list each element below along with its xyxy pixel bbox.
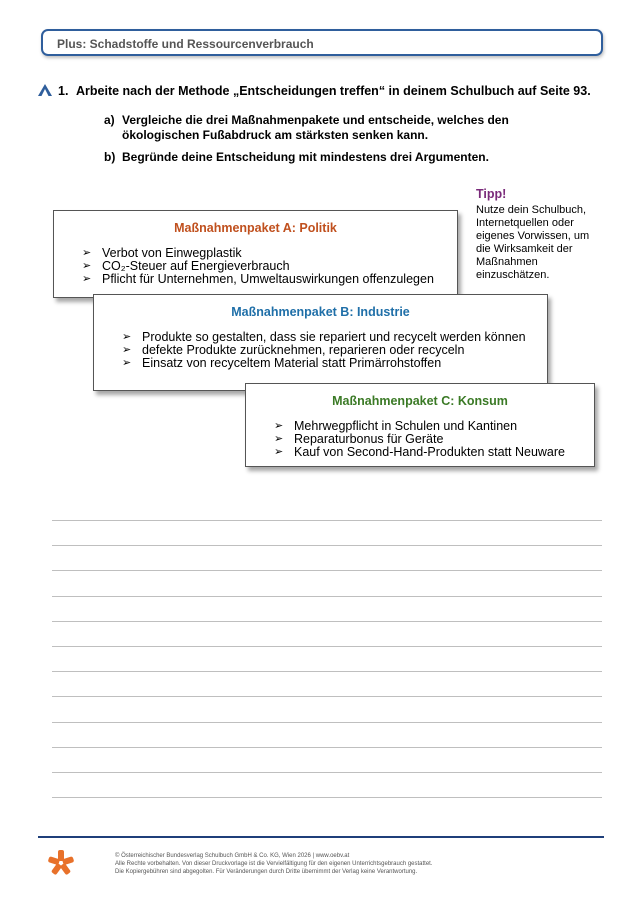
subtask-label: b)	[104, 150, 116, 164]
writing-line	[52, 671, 602, 696]
list-item: ➢ defekte Produkte zurücknehmen, reparieren oder recyceln	[122, 343, 465, 357]
package-title: Maßnahmenpaket A: Politik	[174, 221, 337, 235]
list-item: ➢ Verbot von Einwegplastik	[82, 246, 242, 260]
arrow-bullet-icon: ➢	[122, 357, 132, 369]
package-items	[82, 247, 434, 286]
subtask-label: a)	[104, 113, 115, 127]
list-item: ➢ Produkte so gestalten, dass sie repariert und recycelt werden können	[122, 330, 526, 344]
task-number: 1.	[58, 84, 69, 98]
writing-line	[52, 747, 602, 772]
writing-line	[52, 696, 602, 721]
arrow-bullet-icon: ➢	[82, 260, 92, 272]
package-title: Maßnahmenpaket B: Industrie	[231, 305, 410, 319]
tip-title: Tipp!	[476, 187, 507, 201]
list-item: ➢ Pflicht für Unternehmen, Umweltauswirkungen offenzulegen	[82, 272, 434, 286]
subtask-text-line2: ökologischen Fußabdruck am stärksten senken kann.	[122, 128, 429, 142]
writing-line	[52, 722, 602, 747]
arrow-bullet-icon: ➢	[274, 446, 284, 458]
oebv-logo-icon	[48, 850, 74, 881]
writing-line	[52, 621, 602, 646]
package-card-a	[53, 210, 458, 298]
list-item: ➢ Reparaturbonus für Geräte	[274, 432, 444, 446]
arrow-bullet-icon: ➢	[274, 433, 284, 445]
writing-line	[52, 596, 602, 621]
footer-divider	[38, 836, 604, 838]
writing-line	[52, 545, 602, 570]
list-item: ➢ Kauf von Second-Hand-Produkten statt Neuware	[274, 445, 565, 459]
writing-line	[52, 570, 602, 595]
arrow-bullet-icon: ➢	[274, 420, 284, 432]
package-items	[122, 331, 526, 370]
arrow-bullet-icon: ➢	[122, 344, 132, 356]
writing-line	[52, 797, 602, 822]
writing-line	[52, 772, 602, 797]
header-box	[41, 29, 603, 56]
list-item: ➢ Einsatz von recyceltem Material statt Primärrohstoffen	[122, 356, 442, 370]
footer-copyright: © Österreichischer Bundesverlag Schulbuch GmbH & Co. KG, Wien 2026 | www.oebv.at Alle Rechte vorbehalten. Von dieser Druckvorlage ist die Vervielfältigung für den eigenen Unterrichtsgebrauch gestattet. Die Kopiergebühren sind abgegolten. Für Veränderungen durch Dritte übernimmt der Verlag keine Verantwortung.	[115, 853, 433, 875]
package-card-b	[93, 294, 548, 391]
writing-line	[52, 520, 602, 545]
package-title: Maßnahmenpaket C: Konsum	[332, 394, 508, 408]
triangle-icon	[38, 84, 52, 102]
subtask-text-line1: Vergleiche die drei Maßnahmenpakete und entscheide, welches den	[122, 113, 509, 127]
writing-lines	[52, 520, 602, 822]
list-item: ➢ Mehrwegpflicht in Schulen und Kantinen	[274, 419, 518, 433]
page-title: Plus: Schadstoffe und Ressourcenverbrauch	[57, 37, 314, 51]
package-items	[274, 420, 565, 459]
arrow-bullet-icon: ➢	[82, 273, 92, 285]
writing-line	[52, 646, 602, 671]
arrow-bullet-icon: ➢	[82, 247, 92, 259]
task-text: Arbeite nach der Methode „Entscheidungen treffen“ in deinem Schulbuch auf Seite 93.	[76, 84, 591, 98]
package-card-c	[245, 383, 595, 467]
list-item: ➢ CO₂-Steuer auf Energieverbrauch	[82, 259, 290, 273]
arrow-bullet-icon: ➢	[122, 331, 132, 343]
subtask-text-line1: Begründe deine Entscheidung mit mindestens drei Argumenten.	[122, 150, 489, 164]
tip-text: Nutze dein Schulbuch, Internetquellen oder eigenes Vorwissen, um die Wirksamkeit der Maßnahmen einzuschätzen.	[476, 204, 590, 281]
